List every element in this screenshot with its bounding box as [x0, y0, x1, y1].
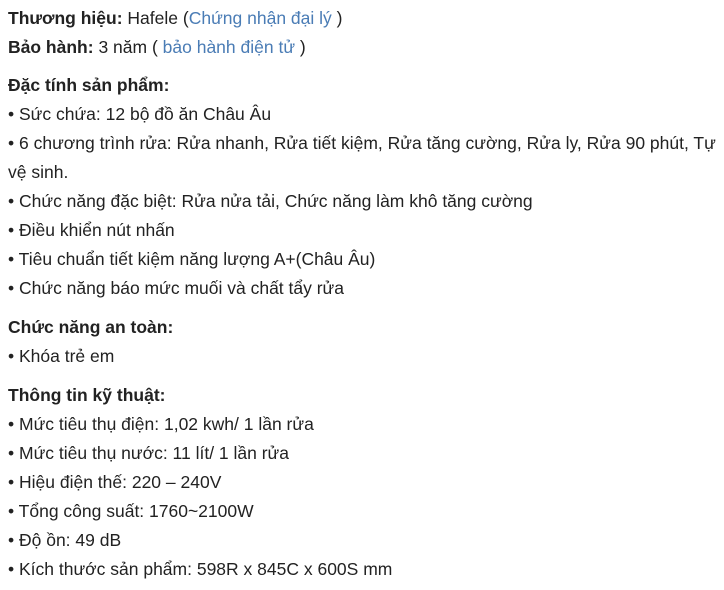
warranty-value: 3 năm — [98, 37, 148, 57]
feature-item-capacity: • Sức chứa: 12 bộ đồ ăn Châu Âu — [8, 104, 272, 124]
dealer-certificate-link[interactable]: Chứng nhận đại lý — [188, 8, 332, 28]
spec-item-dimensions: • Kích thước sản phẩm: 598R x 845C x 600S mm — [8, 559, 393, 579]
warranty-label: Bảo hành: — [8, 37, 94, 57]
spec-item-power-consumption: • Mức tiêu thụ điện: 1,02 kwh/ 1 lần rửa — [8, 414, 314, 434]
brand-close-paren: ) — [336, 8, 343, 28]
electronic-warranty-link[interactable]: bảo hành điện tử — [162, 37, 296, 57]
brand-label: Thương hiệu: — [8, 8, 123, 28]
feature-item-programs: • 6 chương trình rửa: Rửa nhanh, Rửa tiết kiệm, Rửa tăng cường, Rửa ly, Rửa 90 phút, Tự vệ sinh. — [8, 133, 716, 182]
brand-open-paren: ( — [182, 8, 189, 28]
brand-line — [8, 4, 718, 33]
spec-item-voltage: • Hiệu điện thế: 220 – 240V — [8, 472, 222, 492]
spec-item-total-power: • Tổng công suất: 1760~2100W — [8, 501, 254, 521]
specs-title: Thông tin kỹ thuật: — [8, 385, 166, 405]
safety-title: Chức năng an toàn: — [8, 317, 174, 337]
feature-item-controls: • Điều khiển nút nhấn — [8, 220, 175, 240]
feature-item-special-functions: • Chức năng đặc biệt: Rửa nửa tải, Chức năng làm khô tăng cường — [8, 191, 533, 211]
features-title: Đặc tính sản phẩm: — [8, 75, 170, 95]
feature-item-energy-standard: • Tiêu chuẩn tiết kiệm năng lượng A+(Châu Âu) — [8, 249, 376, 269]
warranty-close-paren: ) — [299, 37, 306, 57]
feature-item-salt-detergent: • Chức năng báo mức muối và chất tẩy rửa — [8, 278, 345, 298]
brand-value: Hafele — [127, 8, 179, 28]
warranty-line — [8, 33, 718, 62]
safety-item-child-lock: • Khóa trẻ em — [8, 346, 115, 366]
spec-item-noise: • Độ ồn: 49 dB — [8, 530, 122, 550]
spec-item-water-consumption: • Mức tiêu thụ nước: 11 lít/ 1 lần rửa — [8, 443, 290, 463]
warranty-open-paren: ( — [151, 37, 158, 57]
